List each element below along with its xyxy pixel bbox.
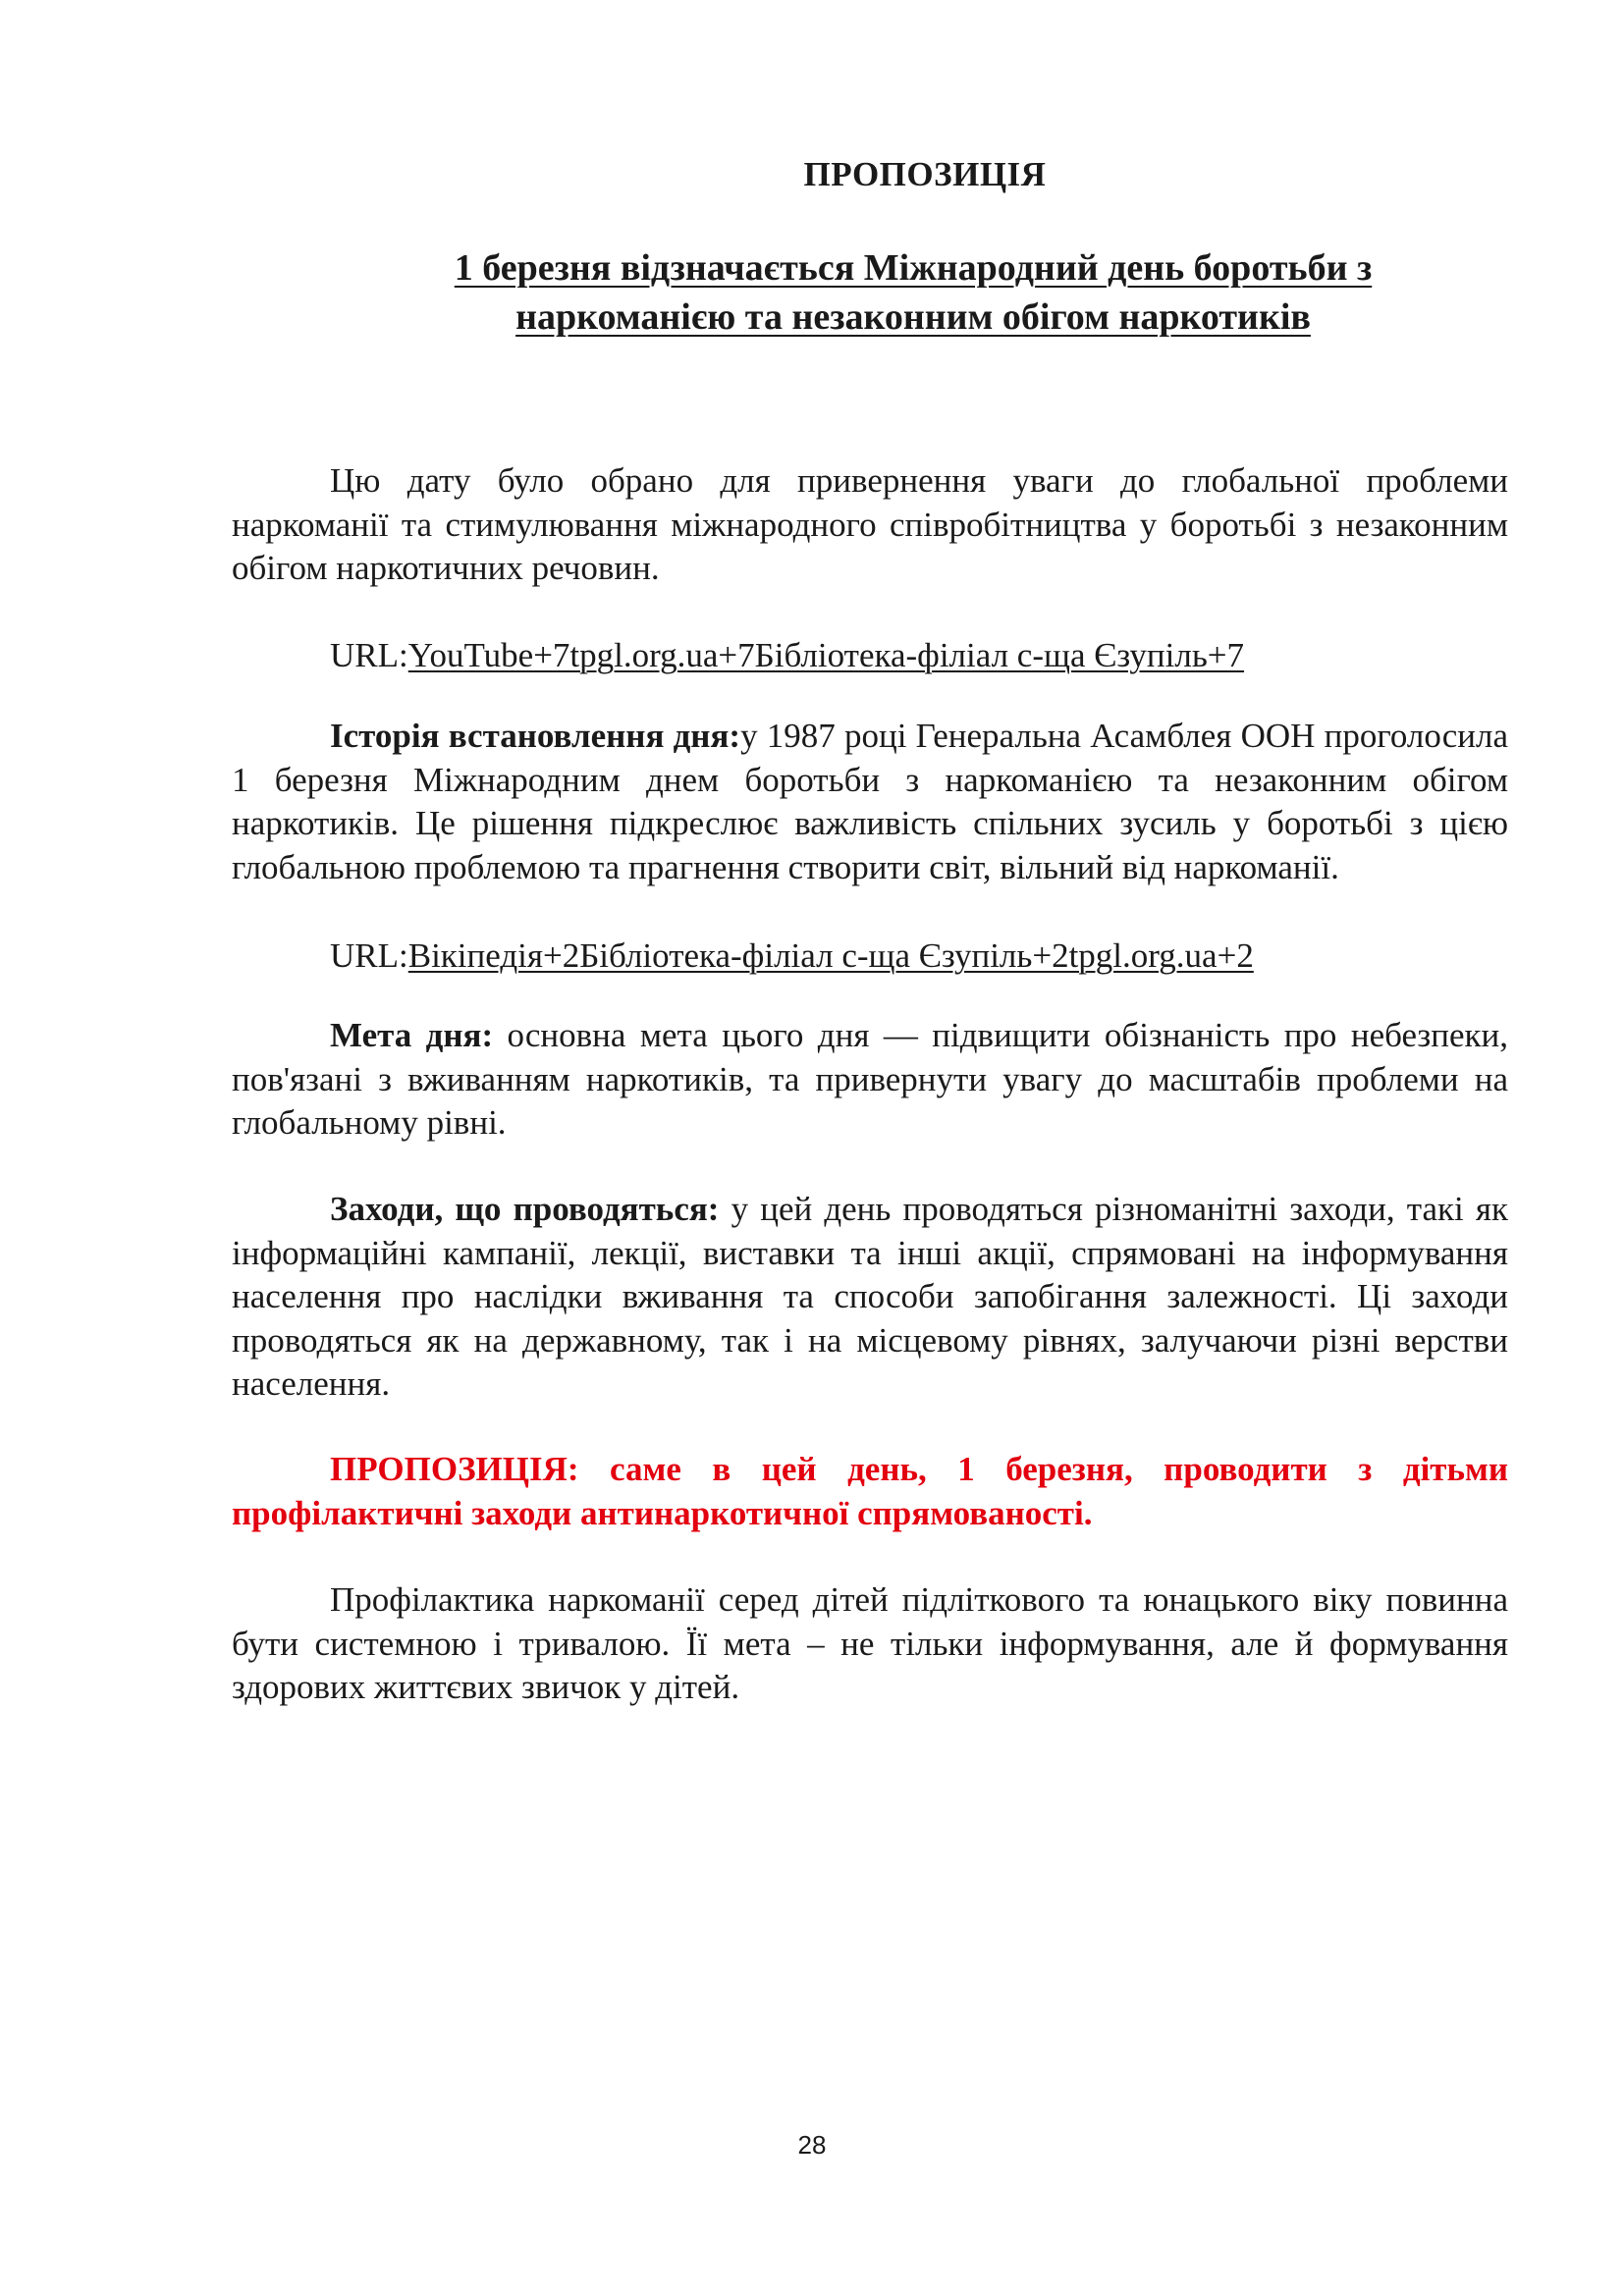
proposal-label: ПРОПОЗИЦІЯ: bbox=[330, 1450, 579, 1488]
page-number: 28 bbox=[797, 2130, 827, 2160]
history-text: у 1987 році Генеральна Асамблея ООН проголосила 1 березня Міжнародним днем боротьби з наркоманією та незаконним обігом наркотиків. Це рішення підкреслює важливість спільних зусиль у боротьбі з цією глобальною проблемою та прагнення створити світ, вільний від наркоманії. bbox=[232, 717, 1508, 886]
page-subtitle bbox=[353, 243, 1473, 342]
events-label: Заходи, що проводяться: bbox=[330, 1190, 720, 1228]
proposal-text: саме в цей день, 1 березня, проводити з дітьми профілактичні заходи антинаркотичної спрямованості. bbox=[232, 1450, 1508, 1532]
history-paragraph bbox=[232, 715, 1508, 889]
url-line-2 bbox=[330, 934, 1254, 979]
url-line-1 bbox=[330, 634, 1244, 678]
url-link-2[interactable]: Вікіпедія+2Бібліотека-філіал с-ща Єзупіль+2tpgl.org.ua+2 bbox=[407, 936, 1254, 975]
events-text: у цей день проводяться різноманітні заходи, такі як інформаційні кампанії, лекції, виставки та інші акції, спрямовані на інформування населення про наслідки вживання та способи запобігання залежності. Ці заходи проводяться як на державному, так і на місцевому рівнях, залучаючи різні верстви населення. bbox=[232, 1190, 1508, 1403]
closing-paragraph: Профілактика наркоманії серед дітей підліткового та юнацького віку повинна бути системною і тривалою. Її мета – не тільки інформування, але й формування здорових життєвих звичок у дітей. bbox=[232, 1580, 1508, 1706]
goal-paragraph bbox=[232, 1014, 1508, 1146]
intro-paragraph: Цю дату було обрано для привернення уваги до глобальної проблеми наркоманії та стимулювання міжнародного співробітництва у боротьбі з незаконним обігом наркотичних речовин. bbox=[232, 461, 1508, 587]
history-label: Історія встановлення дня: bbox=[330, 717, 741, 755]
page-heading: ПРОПОЗИЦІЯ bbox=[803, 155, 1047, 193]
goal-text: основна мета цього дня — підвищити обізнаність про небезпеки, пов'язані з вживанням наркотиків, та привернути увагу до масштабів проблеми на глобальному рівні. bbox=[232, 1016, 1508, 1142]
subtitle-line-1: 1 березня відзначається Міжнародний день боротьби з bbox=[454, 247, 1373, 289]
subtitle-line-2: наркоманією та незаконним обігом наркотиків bbox=[515, 296, 1311, 338]
url-link-1[interactable]: YouTube+7tpgl.org.ua+7Бібліотека-філіал с-ща Єзупіль+7 bbox=[407, 636, 1245, 674]
url-prefix-2: URL: bbox=[330, 936, 408, 975]
goal-label: Мета дня: bbox=[330, 1016, 494, 1054]
url-prefix-1: URL: bbox=[330, 636, 408, 674]
events-paragraph bbox=[232, 1188, 1508, 1407]
proposal-paragraph bbox=[232, 1448, 1508, 1535]
